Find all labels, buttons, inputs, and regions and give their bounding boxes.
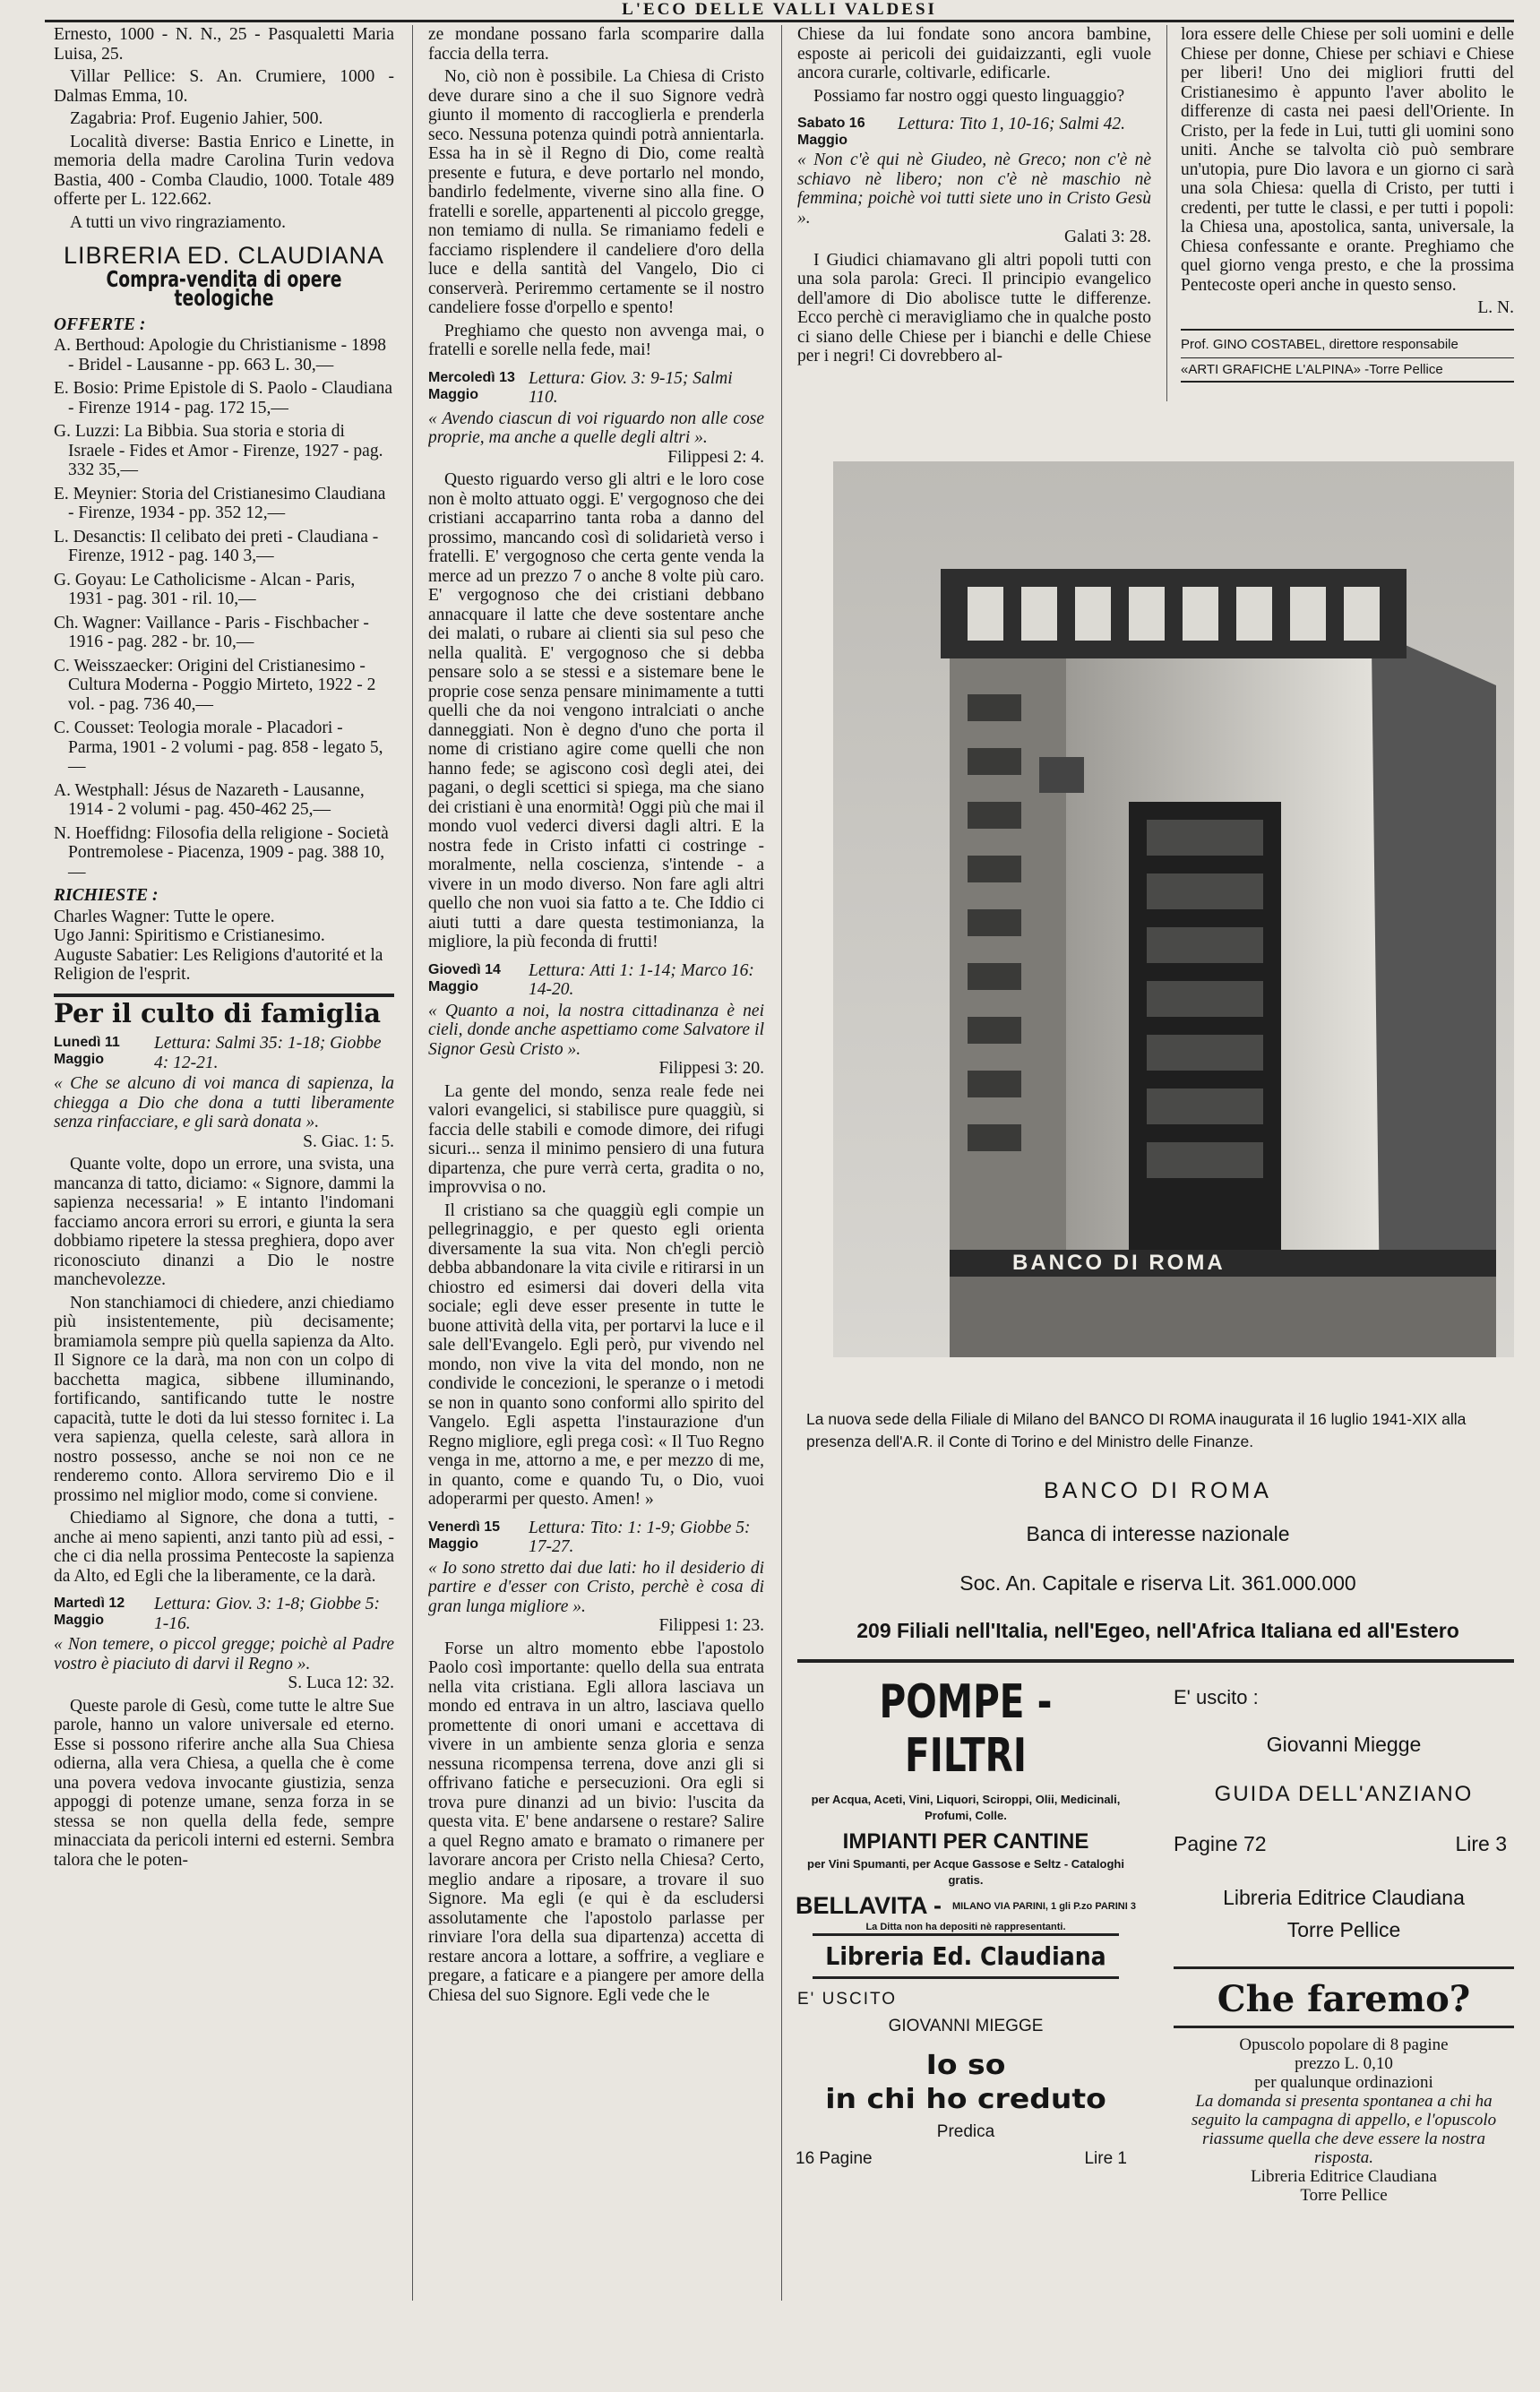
day-entry-giovedi — [428, 961, 764, 1000]
donation-line: Ernesto, 1000 - N. N., 25 - Pasqualetti Maria Luisa, 25. — [54, 25, 394, 64]
reading: Lettura: Tito: 1: 1-9; Giobbe 5: 17-27. — [529, 1518, 751, 1556]
editor-credit: Prof. GINO COSTABEL, direttore responsabile — [1181, 329, 1514, 356]
body-paragraph: Chiese da lui fondate sono ancora bambine, esposte ai pericoli dei guidaizzanti, egli vuole ancora curarle, coltivarle, edificarle. — [797, 25, 1151, 82]
guida-anziano-advert — [1174, 1666, 1514, 1941]
reading: Lettura: Salmi 35: 1-18; Giobbe 4: 12-21. — [154, 1034, 382, 1072]
claudiana-author: GIOVANNI MIEGGE — [888, 2017, 1044, 2035]
bank-branches: 209 Filiali nell'Italia, nell'Egeo, nell'Africa Italiana ed all'Estero — [856, 1619, 1459, 1642]
bank-advert — [806, 1478, 1510, 1643]
claudiana-price: Lire 1 — [1084, 2149, 1127, 2168]
verse-quote: « Non temere, o piccol gregge; poichè al Padre vostro è piaciuto di darvi il Regno ». — [54, 1635, 394, 1674]
body-paragraph: Quante volte, dopo un errore, una svista, una mancanza di tatto, diciamo: « Signore, dammi la sapienza necessaria! » E intanto l'indomani facciamo ancora errori su errori, e giunta la sera dobbiamo ripetere la stessa preghiera, dopo aver riconosciuto dinanzi a Dio le nostre manchevolezze. — [54, 1155, 394, 1289]
pompe-title: POMPE - FILTRI — [879, 1675, 1053, 1783]
faremo-line: prezzo L. 0,10 — [1295, 2054, 1393, 2073]
library-subheading: Compra-vendita di opere teologiche — [106, 265, 342, 311]
body-paragraph: Questo riguardo verso gli altri e le loro cose non è molto attuato oggi. E' vergognoso che dei cristiani accaparrino tanta roba a danno del prossimo, mancando così di solidarietà verso i fratelli. E' vergognoso che certa gente venda la merce ad un prezzo 7 o anche 8 volte più caro. E' vergognoso che dei cristiani debbano annacquare il latte che deve sostentare anche dei malati, o rubare ai clienti sia sul peso che nella qualità. E' vergognoso che si debba pensare solo a se stessi e a sistemare bene le proprie cose senza pensare minimamente a tutti quelli che da noi vengono intralciati o anche danneggiati. Non è degno d'uno che porta il nome di cristiano agire come quelli che non hanno fede; se agiscono così degli atei, dei pagani, o degli scettici si spiega, ma che siano dei cristiani è una enormità! Oggi più che mai il mondo vuol vederci diversi dagli altri. E la nostra fede in Cristo infatti ci costringe - moralmente, nella coscienza, s'intende - a vivere in un modo diverso. Non fare agli altri quello che non vuoi sia fatto a te. Che Iddio ci aiuti tutti a dare questa testimonianza, la migliore, la più feconda di frutti! — [428, 470, 764, 951]
body-paragraph: La gente del mondo, senza reale fede nei valori evangelici, si stabilisce pure quaggiù, si faccia delle stabili e comode dimore, dei rifugi sicuri... senza il minimo pensiero di una futura dipartenza, che pure verrà certa, gradita o no, improvvisa o no. — [428, 1081, 764, 1197]
body-paragraph: Queste parole di Gesù, come tutte le altre Sue parole, hanno un valore universale ed eterno. Esse si possono riferire anche alla Sua Chiesa odierna, alla vera Chiesa, a quella che è come una povera vedova invocante giustizia, senza appoggi di potenze umane, senza forza in se stessa se non quella della fede, sempre minacciata da pericoli interni ed esterni. Sembra talora che le poten- — [54, 1696, 394, 1870]
offer-item: C. Weisszaecker: Origini del Cristianesimo - Cultura Moderna - Poggio Mirteto, 1922 - 2 vol. - pag. 736 40,— — [54, 656, 376, 714]
claudiana-title-line1: Io so — [925, 2050, 1006, 2081]
offer-item: C. Cousset: Teologia morale - Placadori - Parma, 1901 - 2 volumi - pag. 858 - legato 5,— — [54, 718, 383, 776]
claudiana-kind: Predica — [936, 2122, 995, 2141]
day-label: Martedì 12 Maggio — [54, 1596, 125, 1628]
body-paragraph: Il cristiano sa che quaggiù egli compie un pellegrinaggio, e per questo egli orienta diversamente la sua vita. Non ch'egli perciò debba abbandonare la vita civile e ritirarsi in un chiostro ed esimersi dai doveri della vita sociale; egli deve esser presente in tutte le buone attività della vita, per portarvi la luce e il sale dell'Evangelo. Egli però, pur vivendo nel mondo, non vive la vita del mondo, non ne condivide le concezioni, le speranze o i metodi se non in quanto sono conformi allo spirito del Vangelo. Egli aspetta l'instaurazione d'un Regno migliore, egli prega così: « Il Tuo Regno venga in me, attorno a me, e per mezzo di me, in quanto, come e quando Tu, o Dio, vuoi adoperarmi per questo. Amen! » — [428, 1200, 764, 1509]
reading: Lettura: Giov. 3: 9-15; Salmi 110. — [529, 368, 733, 407]
faremo-line: per qualunque ordinazioni — [1254, 2073, 1433, 2092]
building-illustration — [833, 461, 1514, 1357]
miegge-pages: Pagine 72 — [1174, 1832, 1267, 1855]
day-label: Giovedì 14 Maggio — [428, 961, 501, 994]
miegge-author: Giovanni Miegge — [1266, 1733, 1422, 1756]
verse-quote: « Non c'è qui nè Giudeo, nè Greco; non c'è nè schiavo nè libero; non c'è nè maschio nè femmina; poichè voi tutti siete uno in Cristo Gesù ». — [797, 151, 1151, 228]
request-item: Charles Wagner: Tutte le opere. — [54, 907, 275, 926]
offers-label: OFFERTE : — [54, 314, 146, 334]
ad-rule — [797, 1659, 1514, 1663]
faremo-line: Opuscolo popolare di 8 pagine — [1239, 2035, 1449, 2054]
brand-address: MILANO VIA PARINI, 1 gli P.zo PARINI 3 — [952, 1900, 1136, 1912]
column-2 — [428, 25, 764, 2301]
body-paragraph: No, ciò non è possibile. La Chiesa di Cristo deve durare sino a che il suo Signore vedrà giunto il momento di raccoglierla e prenderla seco. Nessuna potenza quindi potrà annientarla. Essa ha in sè il Regno di Dio, come realtà presente e futura, e deve portarlo nel mondo, bandirlo fedelmente, viverne sino alla fine. O fratelli e sorelle, appartenenti al piccolo gregge, non temiamo di nulla. Se rimaniamo fedeli e facciamo risplendere il candeliere d'oro della luce e della santità del Vangelo, Dio ci conserverà. Periremmo certamente se il nostro candeliere fosse d'orpello e spento! — [428, 67, 764, 317]
miegge-uscito: E' uscito : — [1174, 1686, 1259, 1708]
day-entry-martedi — [54, 1595, 394, 1633]
building-banner-text: BANCO DI ROMA — [1012, 1251, 1226, 1275]
verse-quote: « Quanto a noi, la nostra cittadinanza è nei cieli, donde anche aspettiamo come Salvatore il Signor Gesù Cristo ». — [428, 1001, 764, 1059]
offer-item: N. Hoeffidng: Filosofia della religione - Società Pontremolese - Piacenza, 1909 - pag. 388 10,— — [54, 823, 389, 882]
verse-ref: Filippesi 1: 23. — [658, 1616, 764, 1635]
column-divider — [412, 25, 413, 2301]
offer-item: G. Goyau: Le Catholicisme - Alcan - Paris, 1931 - pag. 301 - ril. 10,— — [54, 570, 356, 608]
offer-item: Ch. Wagner: Vaillance - Paris - Fischbacher - 1916 - pag. 282 - br. 10,— — [54, 613, 369, 651]
verse-quote: « Che se alcuno di voi manca di sapienza, la chiegga a Dio che dona a tutti liberamente senza rinfacciare, e gli sarà donata ». — [54, 1074, 394, 1131]
day-label: Venerdì 15 Maggio — [428, 1519, 501, 1552]
claudiana-title-line2: in chi ho creduto — [825, 2084, 1106, 2115]
day-label: Lunedì 11 Maggio — [54, 1035, 120, 1067]
requests-label: RICHIESTE : — [54, 886, 159, 905]
request-item: Ugo Janni: Spiritismo e Cristianesimo. — [54, 926, 325, 945]
offer-item: E. Meynier: Storia del Cristianesimo Claudiana - Firenze, 1934 - pp. 352 12,— — [54, 484, 386, 522]
claudiana-head: Libreria Ed. Claudiana — [813, 1933, 1119, 1979]
library-heading: LIBRERIA ED. CLAUDIANA — [63, 242, 385, 269]
column-divider — [781, 25, 782, 2301]
faremo-city: Torre Pellice — [1300, 2186, 1388, 2205]
day-entry-lunedi — [54, 1034, 394, 1072]
reading: Lettura: Giov. 3: 1-8; Giobbe 5: 1-16. — [154, 1595, 381, 1633]
faremo-publisher: Libreria Editrice Claudiana — [1251, 2167, 1437, 2186]
verse-ref: S. Giac. 1: 5. — [303, 1131, 394, 1151]
photo-caption: La nuova sede della Filiale di Milano del BANCO DI ROMA inaugurata il 16 luglio 1941-XIX alla presenza dell'A.R. il Conte di Torino e del Ministro delle Finanze. — [806, 1410, 1467, 1450]
reading: Lettura: Atti 1: 1-14; Marco 16: 14-20. — [529, 960, 754, 999]
impianti-title: IMPIANTI PER CANTINE — [842, 1829, 1089, 1854]
miegge-title: GUIDA DELL'ANZIANO — [1214, 1782, 1474, 1806]
column-divider — [1166, 25, 1167, 401]
donation-line: A tutti un vivo ringraziamento. — [70, 212, 286, 232]
culto-title: Per il culto di famiglia — [54, 997, 382, 1028]
claudiana-uscito: E' USCITO — [797, 1990, 898, 2009]
masthead — [45, 0, 1514, 22]
author-signature: L. N. — [1477, 298, 1514, 317]
brand-name: BELLAVITA - — [796, 1892, 942, 1919]
verse-ref: Filippesi 3: 20. — [658, 1059, 764, 1078]
bank-tagline: Banca di interesse nazionale — [1026, 1522, 1290, 1545]
body-paragraph: lora essere delle Chiese per soli uomini e delle Chiese per donne, Chiese per schiavi e Chiese per liberi! Uno dei migliori frutti del Cristianesimo è appunto l'aver abolito le differenze di casta nei paesi dell'Oriente. In Cristo, per la fede in Lui, tutti gli uomini sono uniti. Anche se talvolta ciò può sembrare un'utopia, pure Dio lavora e un giorno ci sarà una sola Chiesa: quella di Cristo, per tutti i credenti, per tutte le classi, e per tutti i popoli: la Chiesa una, apostolica, santa, universale, la Chiesa confessante e orante. Preghiamo che quel giorno venga presto, e che la prossima Pentecoste operi anche in questo senso. — [1181, 25, 1514, 295]
claudiana-pages: 16 Pagine — [796, 2149, 873, 2168]
offer-item: E. Bosio: Prime Epistole di S. Paolo - Claudiana - Firenze 1914 - pag. 172 15,— — [54, 379, 393, 417]
masthead-title: L'ECO DELLE VALLI VALDESI — [622, 0, 937, 19]
section-rule — [54, 994, 394, 997]
verse-ref: S. Luca 12: 32. — [288, 1674, 394, 1692]
offer-item: L. Desanctis: Il celibato dei preti - Claudiana - Firenze, 1912 - pag. 140 3,— — [54, 527, 379, 565]
impianti-subtitle: per Vini Spumanti, per Acque Gassose e Seltz - Cataloghi gratis. — [807, 1857, 1124, 1887]
body-paragraph: Chiediamo al Signore, che dona a tutti, - anche ai meno sapienti, anzi tanto più ad essi, - che ci dia nella prossima Pentecoste la sapienza da Alto, ed Egli che la liberamente, ce la darà. — [54, 1509, 394, 1586]
pompe-subtitle: per Acqua, Aceti, Vini, Liquori, Sciroppi, Olii, Medicinali, Profumi, Colle. — [811, 1793, 1121, 1822]
faremo-title: Che faremo? — [1174, 1966, 1514, 2028]
che-faremo-advert — [1174, 1957, 1514, 2307]
offer-item: A. Berthoud: Apologie du Christianisme - 1898 - Bridel - Lausanne - pp. 663 L. 30,— — [54, 336, 387, 374]
column-4 — [1181, 25, 1514, 401]
body-paragraph: ze mondane possano farla scomparire dalla faccia della terra. — [428, 25, 764, 64]
claudiana-advert — [796, 1933, 1136, 2301]
day-entry-mercoledi — [428, 369, 764, 408]
day-entry-sabato — [797, 115, 1151, 149]
printer-credit: «ARTI GRAFICHE L'ALPINA» -Torre Pellice — [1181, 357, 1514, 383]
bank-capital: Soc. An. Capitale e riserva Lit. 361.000.000 — [959, 1571, 1356, 1595]
faremo-description: La domanda si presenta spontanea a chi ha seguito la campagna di appello, e l'opuscolo riassume quella che deve essere la nostra risposta. — [1191, 2092, 1497, 2167]
day-label: Mercoledì 13 Maggio — [428, 369, 515, 402]
bank-name: BANCO DI ROMA — [1044, 1478, 1272, 1503]
offer-item: A. Westphall: Jésus de Nazareth - Lausanne, 1914 - 2 volumi - pag. 450-462 25,— — [54, 780, 365, 819]
bank-building-photo — [833, 461, 1514, 1357]
verse-ref: Filippesi 2: 4. — [667, 447, 764, 467]
reading: Lettura: Tito 1, 10-16; Salmi 42. — [898, 115, 1126, 133]
donation-line: Zagabria: Prof. Eugenio Jahier, 500. — [70, 109, 323, 128]
verse-ref: Galati 3: 28. — [1064, 228, 1151, 246]
day-label: Sabato 16 Maggio — [797, 116, 865, 148]
miegge-publisher: Libreria Editrice Claudiana — [1223, 1886, 1465, 1909]
offer-item: G. Luzzi: La Bibbia. Sua storia e storia di Israele - Fides et Amor - Firenze, 1927 - pag. 332 35,— — [54, 422, 383, 479]
column-1 — [54, 25, 394, 2301]
day-entry-venerdi — [428, 1519, 764, 1557]
body-paragraph: I Giudici chiamavano gli altri popoli tutti con una sola parola: Greci. Il principio evangelico dell'amore di Dio abolisce tutte le differenze. Ecco perchè ci meravigliamo che in qualche posto ci siano delle Chiese per i bianchi e delle Chiese per i negri! Ci dovrebbero al- — [797, 250, 1151, 366]
body-paragraph: Non stanchiamoci di chiedere, anzi chiediamo più insistentemente, più decisamente; bramiamola sempre più quella sapienza da Alto. Il Signore ce la darà, ma non con un colpo di bacchetta magica, sibbene illuminando, fortificando, santificando tutte le nostre capacità, tutte le doti da lui stesso fornitec i. La vera sapienza, quella celeste, sarà allora in nostro possesso, anche se noi non ce ne renderemo conto. Allora serviremo Dio e il prossimo nel miglior modo, come si conviene. — [54, 1293, 394, 1505]
body-paragraph: Possiamo far nostro oggi questo linguaggio? — [813, 86, 1125, 106]
brand-note: La Ditta non ha depositi nè rappresentanti. — [865, 1922, 1066, 1932]
column-3 — [797, 25, 1151, 437]
donation-line: Villar Pellice: S. An. Crumiere, 1000 - Dalmas Emma, 10. — [54, 67, 394, 106]
request-item: Auguste Sabatier: Les Religions d'autorité et la Religion de l'esprit. — [54, 945, 383, 984]
miegge-city: Torre Pellice — [1286, 1918, 1401, 1941]
verse-quote: « Io sono stretto dai due lati: ho il desiderio di partire e d'esser con Cristo, perchè è cosa di gran lunga migliore ». — [428, 1558, 764, 1616]
donation-line: Località diverse: Bastia Enrico e Linette, in memoria della madre Carolina Turin vedova Bastia, 400 - Comba Claudio, 1000. Totale 489 offerte per L. 122.662. — [54, 132, 394, 209]
verse-quote: « Avendo ciascun di voi riguardo non alle cose proprie, ma anche a quelle degli altri ». — [428, 409, 764, 447]
body-paragraph: Forse un altro momento ebbe l'apostolo Paolo così importante: quello della sua entrata nella vita cristiana. Egli allora lasciava un mondo ed entrava in un altro, lasciava quello promettente di onori umani e accettava di vivere in un ambiente senza gloria e senza nessuna ricompensa terrena, dove anzi gli si offrivano fatiche e persecuzioni. Ora egli si trova pure dinanzi ad un bivio: l'uscita da questa vita. E' bene andarsene o restare? Salire a quel Regno amato e bramato o rimanere per lavorare ancora per Cristo nella Chiesa? Certo, meglio andare a riposare, a trovare il suo Signore. Ma egli (e qui è da escludersi assolutamente che l'apostolo parlasse per rinviare l'ora della sua dipartenza) accetta di restare ancora a lottare, a soffrire, a vegliare e pregare, a faticare e a piangere per amore della Chiesa del suo Signore. Egli vede che le — [428, 1639, 764, 2005]
body-paragraph: Preghiamo che questo non avvenga mai, o fratelli e sorelle nella fede, mai! — [428, 321, 764, 359]
miegge-price: Lire 3 — [1455, 1832, 1507, 1855]
